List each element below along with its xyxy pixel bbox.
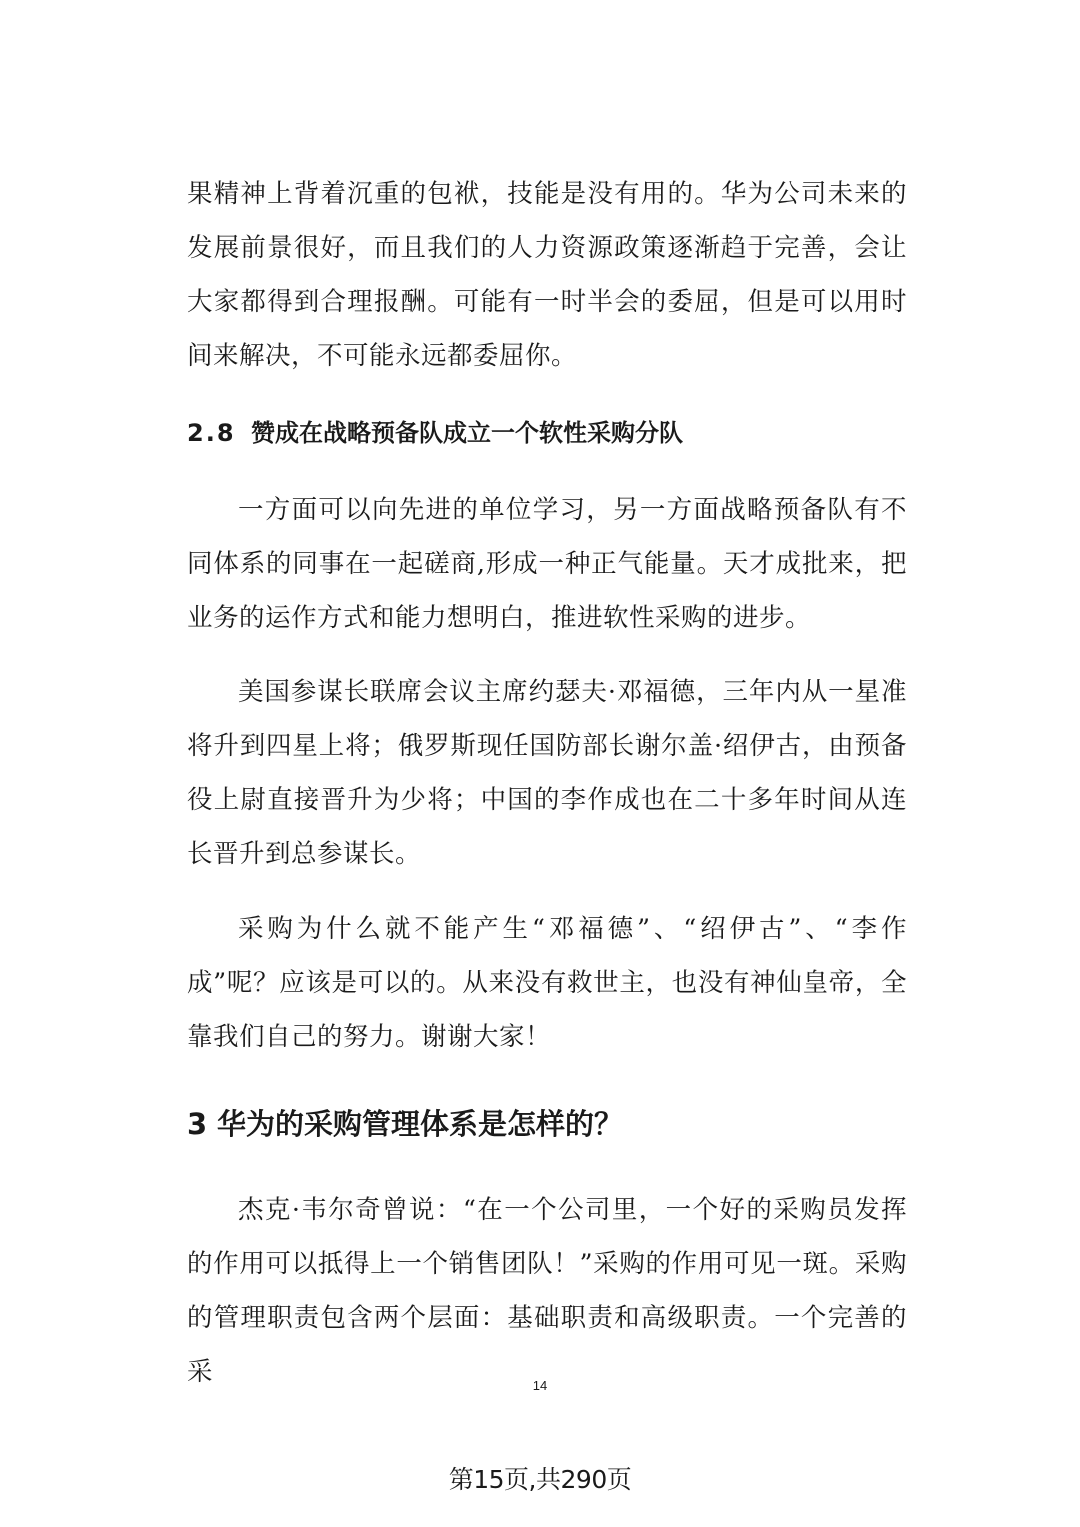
body-paragraph: 杰克·韦尔奇曾说：“在一个公司里，一个好的采购员发挥的作用可以抵得上一个销售团队！”采购的作用可见一斑。采购的管理职责包含两个层面：基础职责和高级职责。一个完善的采 <box>187 1195 907 1387</box>
section-title: 赞成在战略预备队成立一个软性采购分队 <box>251 419 683 447</box>
page-number: 14 <box>532 1378 548 1393</box>
section-number: 2.8 <box>187 419 236 447</box>
body-paragraph: 一方面可以向先进的单位学习，另一方面战略预备队有不同体系的同事在一起磋商,形成一种正气能量。天才成批来，把业务的运作方式和能力想明白，推进软性采购的进步。 <box>187 495 907 633</box>
page-counter-footer: 第15页,共290页 <box>448 1465 632 1494</box>
section-heading-2-8 <box>187 413 683 453</box>
body-paragraph: 果精神上背着沉重的包袱，技能是没有用的。华为公司未来的发展前景很好，而且我们的人力资源政策逐渐趋于完善，会让大家都得到合理报酬。可能有一时半会的委屈，但是可以用时间来解决，不可能永远都委屈你。 <box>187 179 907 371</box>
section-title: 华为的采购管理体系是怎样的？ <box>217 1107 624 1141</box>
body-paragraph: 美国参谋长联席会议主席约瑟夫·邓福德，三年内从一星准将升到四星上将；俄罗斯现任国防部长谢尔盖·绍伊古，由预备役上尉直接晋升为少将；中国的李作成也在二十多年时间从连长晋升到总参谋长。 <box>187 677 907 869</box>
body-paragraph: 采购为什么就不能产生“邓福德”、“绍伊古”、“李作成”呢？应该是可以的。从来没有救世主，也没有神仙皇帝，全靠我们自己的努力。谢谢大家！ <box>187 914 907 1052</box>
section-number: 3 <box>187 1107 208 1141</box>
section-heading-3 <box>187 1102 623 1146</box>
